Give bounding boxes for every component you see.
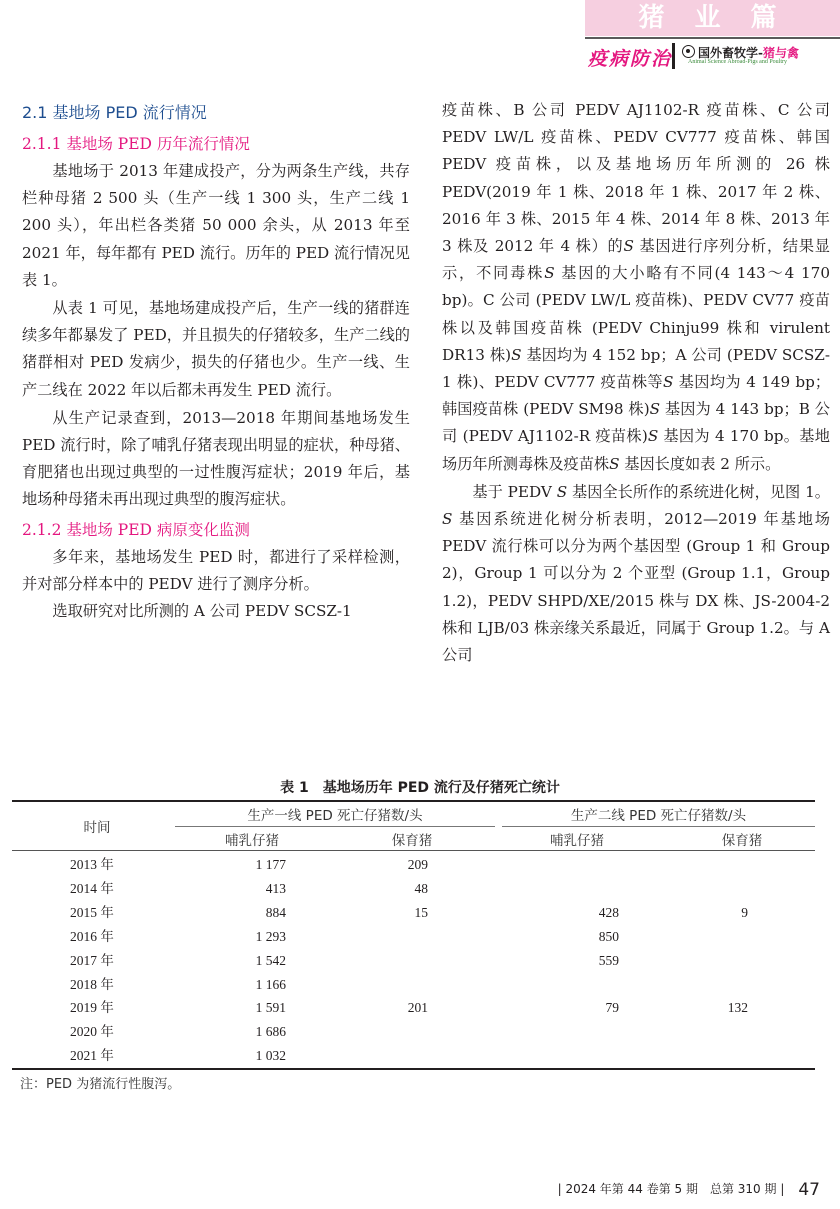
table-row [12, 949, 815, 973]
text-run: 基于 PEDV [472, 482, 557, 501]
issue-info: | 2024 年第 44 卷第 5 期 总第 310 期 | [557, 1182, 785, 1196]
cell-year: 2021 年 [70, 1048, 114, 1064]
text-run: 基因均为 4 152 bp；A 公司 (PEDV SCSZ-1 株)、PEDV CV777 疫苗株等 [442, 345, 830, 392]
subsection-heading: 2.1.1 基地场 PED 历年流行情况 [22, 135, 250, 153]
cell-line1-nursery: 48 [414, 880, 428, 896]
cell-year: 2016 年 [70, 928, 114, 944]
page-footer [558, 1180, 820, 1200]
cell-line1-suckling: 413 [265, 880, 286, 896]
table-group-rule [502, 826, 815, 827]
table-row [12, 853, 815, 877]
cell-line1-suckling: 1 591 [255, 1000, 286, 1016]
header-band [585, 0, 840, 36]
cell-line1-suckling: 1 177 [255, 857, 286, 872]
right-column [442, 97, 830, 669]
gene-symbol: S [663, 373, 674, 392]
table-row [12, 1020, 815, 1044]
gene-symbol: S [556, 482, 568, 501]
table-top-rule [12, 800, 815, 802]
gene-symbol: S [511, 345, 522, 364]
gene-symbol: S [544, 264, 555, 283]
cell-year: 2018 年 [70, 976, 114, 992]
cell-year: 2020 年 [70, 1024, 114, 1040]
cell-line2-suckling: 428 [598, 904, 619, 920]
cell-line1-suckling: 1 293 [255, 928, 286, 944]
col-header-suckling-1: 哺乳仔猪 [225, 833, 279, 849]
gene-symbol: S [649, 400, 661, 419]
cell-line2-suckling: 850 [598, 928, 619, 944]
paragraph: 基地场于 2013 年建成投产，分为两条生产线，共存栏种母猪 2 500 头（生产一线 1 300 头，生产二线 1 200 头），年出栏各类猪 50 000 余头，从 2013 年至 2021 年，每年都有 PED 流行。历年的 PED 流行情况见表 1。 [22, 162, 410, 289]
table-note: 注：PED 为猪流行性腹泻。 [20, 1077, 181, 1092]
header-rule [585, 37, 840, 39]
table-bottom-rule [12, 1068, 815, 1070]
text-run: 基因系统进化树分析表明，2012—2019 年基地场 PEDV 流行株可以分为两个基因型 (Group 1 和 Group 2)，Group 1 可以分为 2 个亚型 (Group 1.1，Group 1.2)，PEDV SHPD/XE/2015 株与 DX 株、JS-2004-2 株和 LJB/03 株亲缘关系最近，同属于 Group 1.2。与 A 公司 [442, 510, 830, 665]
cell-line1-nursery: 201 [407, 1000, 428, 1016]
gene-symbol: S [609, 454, 620, 473]
text-run: 疫苗株、B 公司 PEDV AJ1102-R 疫苗株、C 公司 PEDV LW/L 疫苗株、PEDV CV777 疫苗株、韩国 PEDV 疫苗株，以及基地场历年所测的 26 株 PEDV(2019 年 1 株、2018 年 1 株、2017 年 2 株、2016 年 3 株、2015 年 4 株、2014 年 8 株、2013 年 3 株及 2012 年 4 株）的 [442, 101, 830, 256]
col-header-suckling-2: 哺乳仔猪 [550, 833, 604, 849]
journal-logo [682, 44, 840, 70]
cell-line1-suckling: 1 542 [255, 952, 286, 968]
left-column [22, 98, 410, 625]
table-title: 基地场历年 PED 流行及仔猪死亡统计 [322, 780, 560, 796]
paragraph: 从生产记录查到，2013—2018 年期间基地场发生 PED 流行时，除了哺乳仔猪表现出明显的症状，种母猪、育肥猪也出现过典型的一过性腹泻症状；2019 年后，基地场种母猪未再出现过典型的腹泻症状。 [22, 408, 410, 509]
gene-symbol: S [623, 237, 634, 256]
text-run: 基因的大小略有不同(4 143～4 170 bp)。C 公司 (PEDV LW/L 疫苗株)、PEDV CV77 疫苗株以及韩国疫苗株 (PEDV Chinju99 株和 virulent DR13 株) [442, 264, 830, 364]
table-number: 表 1 [280, 780, 309, 796]
col-header-nursery-1: 保育猪 [391, 833, 433, 849]
table-row [12, 973, 815, 997]
band-title: 猪业篇 [638, 3, 807, 33]
paragraph: 从表 1 可见，基地场建成投产后，生产一线的猪群连续多年都暴发了 PED，并且损失的仔猪较多，生产二线的猪群相对 PED 发病少，损失的仔猪也少。生产一线、生产二线在 2022 年以后都未再发生 PED 流行。 [22, 299, 410, 399]
text-run: 基因全长所作的系统进化树，见图 1。 [567, 482, 830, 501]
table-row [12, 877, 815, 901]
paragraph [442, 97, 830, 478]
col-header-nursery-2: 保育猪 [721, 833, 763, 849]
logo-cn-b: 猪与禽 [762, 46, 799, 60]
text-run: 基因长度如表 2 所示。 [619, 454, 781, 473]
cell-year: 2019 年 [70, 1000, 114, 1016]
cell-line1-suckling: 1 166 [255, 976, 286, 992]
gene-symbol: S [647, 427, 659, 446]
paragraph: 多年来，基地场发生 PED 时，都进行了采样检测，并对部分样本中的 PEDV 进行了测序分析。 [22, 547, 410, 593]
cell-year: 2013 年 [70, 857, 114, 872]
text-run: 基因均为 4 149 bp；韩国疫苗株 (PEDV SM98 株) [442, 373, 831, 419]
table-row [12, 996, 815, 1020]
header-divider [672, 43, 675, 69]
table-header-rule [12, 850, 815, 851]
paragraph [442, 479, 830, 669]
cell-line2-nursery: 9 [741, 904, 748, 920]
col-header-time: 时间 [83, 820, 111, 836]
col-group-line1: 生产一线 PED 死亡仔猪数/头 [247, 808, 423, 824]
cell-line1-nursery: 209 [407, 857, 428, 872]
table-caption [0, 777, 840, 797]
cell-year: 2014 年 [70, 880, 114, 896]
text-run: 基因为 4 170 bp。基地场历年所测毒株及疫苗株 [442, 427, 830, 473]
page-number: 47 [798, 1180, 820, 1200]
section-label: 疫病防治 [588, 48, 673, 70]
cell-line1-suckling: 884 [265, 904, 286, 920]
table-row [12, 901, 815, 925]
logo-en: Animal Science Abroad-Pigs and Poultry [688, 59, 787, 65]
cell-line2-suckling: 79 [605, 1000, 619, 1016]
table-row [12, 925, 815, 949]
cell-line2-nursery: 132 [727, 1000, 748, 1016]
ox-head-icon [682, 45, 695, 58]
cell-line2-suckling: 559 [598, 952, 619, 968]
col-group-line2: 生产二线 PED 死亡仔猪数/头 [570, 808, 747, 824]
cell-line1-nursery: 15 [414, 904, 428, 920]
text-run: 基因进行序列分析，结果显示，不同毒株 [442, 237, 830, 283]
section-heading: 2.1 基地场 PED 流行情况 [22, 103, 207, 122]
cell-year: 2017 年 [70, 952, 114, 968]
cell-year: 2015 年 [70, 904, 114, 920]
cell-line1-suckling: 1 032 [255, 1048, 286, 1064]
gene-symbol: S [442, 510, 453, 529]
logo-cn-a: 国外畜牧学- [698, 46, 763, 60]
subsection-heading: 2.1.2 基地场 PED 病原变化监测 [22, 520, 250, 539]
cell-line1-suckling: 1 686 [255, 1024, 286, 1040]
table-row [12, 1044, 815, 1068]
table-group-rule [175, 826, 495, 827]
paragraph: 选取研究对比所测的 A 公司 PEDV SCSZ-1 [52, 602, 352, 621]
text-run: 基因为 4 143 bp；B 公司 (PEDV AJ1102-R 疫苗株) [442, 400, 830, 446]
